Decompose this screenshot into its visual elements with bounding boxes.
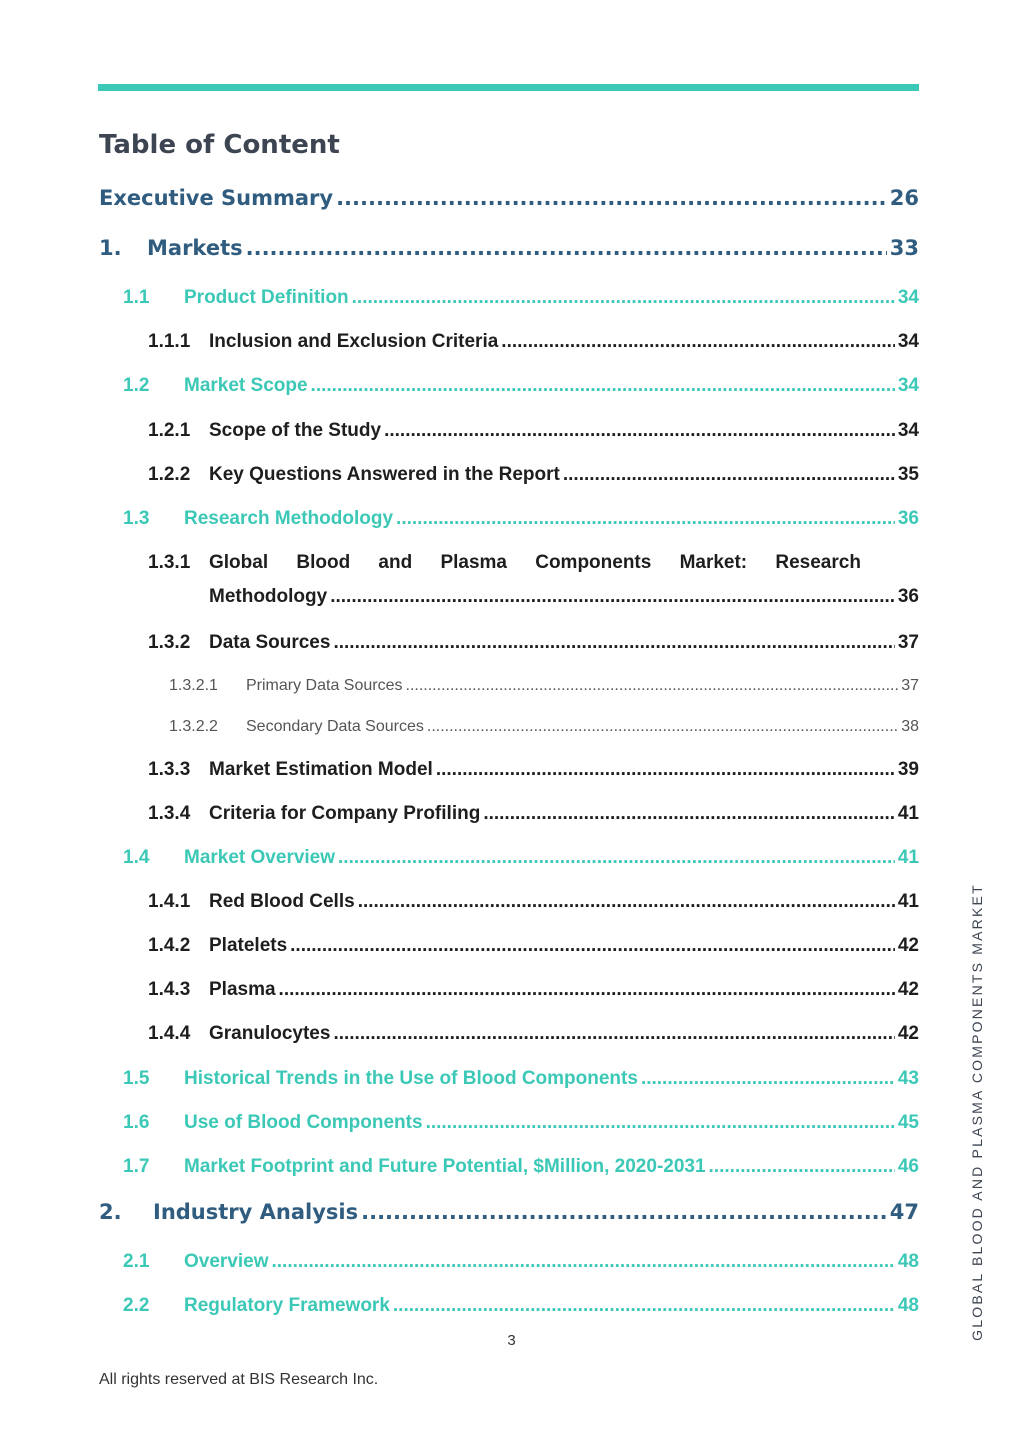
toc-entry-title: Primary Data Sources — [246, 677, 403, 694]
toc-entry-title: Research Methodology — [184, 508, 394, 529]
toc-dot-leader — [272, 1251, 895, 1273]
toc-dot-leader — [427, 718, 898, 736]
toc-dot-leader — [338, 847, 895, 869]
toc-dot-leader — [333, 1023, 894, 1045]
toc-entry-regulatory-framework[interactable] — [123, 1295, 919, 1317]
toc-dot-leader — [483, 803, 895, 825]
toc-entry-page: 41 — [897, 847, 919, 868]
toc-entry-number: 1.4 — [123, 847, 150, 868]
toc-title-word: Global — [209, 552, 269, 573]
toc-entry-number: 1.3.2.1 — [169, 677, 218, 694]
toc-entry-number: 1.4.4 — [148, 1023, 191, 1044]
toc-entry-markets[interactable] — [99, 236, 919, 260]
toc-dot-leader — [406, 677, 899, 695]
toc-entry-primary-data-sources[interactable] — [169, 677, 919, 695]
toc-entry-page: 37 — [897, 632, 919, 653]
toc-entry-title: Scope of the Study — [209, 420, 382, 441]
toc-title-word: Blood — [296, 552, 351, 573]
toc-entry-number: 1.2.1 — [148, 420, 191, 441]
toc-entry-historical-trends[interactable] — [123, 1068, 919, 1090]
toc-entry-first-line — [148, 552, 919, 574]
toc-dot-leader — [311, 375, 895, 397]
toc-entry-red-blood-cells[interactable] — [148, 891, 919, 913]
toc-entry-number: 1.1 — [123, 287, 150, 308]
toc-entry-title: Historical Trends in the Use of Blood Components — [184, 1068, 638, 1089]
toc-entry-page: 39 — [897, 759, 919, 780]
toc-dot-leader — [333, 632, 894, 654]
toc-title-word: and — [378, 552, 413, 573]
toc-entry-product-definition[interactable] — [123, 287, 919, 309]
toc-entry-secondary-data-sources[interactable] — [169, 718, 919, 736]
toc-entry-number: 1.2.2 — [148, 464, 191, 485]
toc-entry-number: 1.3.4 — [148, 803, 191, 824]
toc-entry-page: 48 — [897, 1295, 919, 1316]
toc-entry-title: Use of Blood Components — [184, 1112, 423, 1133]
toc-entry-data-sources[interactable] — [148, 632, 919, 654]
toc-entry-number: 2.1 — [123, 1251, 150, 1272]
toc-entry-number: 1.3.1 — [148, 552, 191, 573]
toc-dot-leader — [426, 1112, 895, 1134]
toc-entry-title: Executive Summary — [99, 186, 334, 210]
toc-entry-number: 1.3.2.2 — [169, 718, 218, 735]
toc-entry-title: Granulocytes — [209, 1023, 331, 1044]
toc-entry-page: 34 — [897, 420, 919, 441]
toc-entry-title: Criteria for Company Profiling — [209, 803, 481, 824]
toc-entry-number: 2.2 — [123, 1295, 150, 1316]
toc-entry-title: Product Definition — [184, 287, 349, 308]
toc-dot-leader — [290, 935, 895, 957]
toc-entry-number: 1.3.2 — [148, 632, 191, 653]
toc-entry-title: Key Questions Answered in the Report — [209, 464, 560, 485]
toc-entry-title: Plasma — [209, 979, 276, 1000]
toc-dot-leader — [436, 759, 895, 781]
toc-entry-title: Data Sources — [209, 632, 331, 653]
toc-entry-market-overview[interactable] — [123, 847, 919, 869]
toc-entry-page: 34 — [897, 287, 919, 308]
toc-dot-leader — [330, 586, 895, 608]
top-accent-rule — [98, 84, 919, 91]
toc-entry-page: 26 — [889, 186, 919, 210]
toc-entry-title: Secondary Data Sources — [246, 718, 424, 735]
toc-entry-page: 41 — [897, 891, 919, 912]
toc-entry-page: 37 — [901, 677, 919, 694]
toc-entry-executive-summary[interactable] — [99, 186, 919, 210]
toc-entry-title: Inclusion and Exclusion Criteria — [209, 331, 499, 352]
toc-entry-market-scope[interactable] — [123, 375, 919, 397]
toc-entry-title: Industry Analysis — [153, 1200, 359, 1224]
toc-entry-number: 1.4.2 — [148, 935, 191, 956]
toc-dot-leader — [709, 1156, 895, 1178]
page-number: 3 — [507, 1332, 516, 1349]
toc-entry-scope-of-study[interactable] — [148, 420, 919, 442]
toc-entry-number: 1.3 — [123, 508, 150, 529]
toc-entry-page: 46 — [897, 1156, 919, 1177]
toc-dot-leader — [361, 1200, 887, 1224]
toc-dot-leader — [563, 464, 895, 486]
toc-entry-number: 2. — [99, 1200, 122, 1224]
toc-entry-title-continued: Methodology — [209, 586, 328, 607]
toc-dot-leader — [352, 287, 895, 309]
toc-title-word: Components — [535, 552, 652, 573]
side-report-title: GLOBAL BLOOD AND PLASMA COMPONENTS MARKET — [969, 883, 985, 1341]
toc-entry-plasma[interactable] — [148, 979, 919, 1001]
toc-entry-market-footprint[interactable] — [123, 1156, 919, 1178]
toc-entry-page: 42 — [897, 979, 919, 1000]
toc-entry-title: Market Estimation Model — [209, 759, 433, 780]
toc-entry-number: 1.1.1 — [148, 331, 191, 352]
toc-entry-page: 42 — [897, 1023, 919, 1044]
toc-entry-page: 47 — [889, 1200, 919, 1224]
toc-entry-page: 34 — [897, 375, 919, 396]
toc-entry-number: 1.2 — [123, 375, 150, 396]
toc-entry-title: Markets — [147, 236, 243, 260]
toc-entry-overview[interactable] — [123, 1251, 919, 1273]
toc-dot-leader — [279, 979, 895, 1001]
toc-entry-key-questions[interactable] — [148, 464, 919, 486]
toc-dot-leader — [501, 331, 895, 353]
toc-entry-inclusion-exclusion[interactable] — [148, 331, 919, 353]
toc-entry-industry-analysis[interactable] — [99, 1200, 919, 1224]
toc-entry-title: Market Overview — [184, 847, 336, 868]
toc-dot-leader — [336, 186, 887, 210]
toc-entry-page: 42 — [897, 935, 919, 956]
toc-entry-market-estimation-model[interactable] — [148, 759, 919, 781]
toc-entry-title: Red Blood Cells — [209, 891, 355, 912]
toc-entry-title: Regulatory Framework — [184, 1295, 390, 1316]
toc-entry-page: 34 — [897, 331, 919, 352]
toc-entry-page: 36 — [897, 508, 919, 529]
toc-entry-number: 1.4.3 — [148, 979, 191, 1000]
toc-entry-global-methodology[interactable] — [148, 552, 919, 608]
toc-entry-number: 1.7 — [123, 1156, 150, 1177]
toc-entry-granulocytes[interactable] — [148, 1023, 919, 1045]
toc-entry-number: 1. — [99, 236, 122, 260]
footer-copyright: All rights reserved at BIS Research Inc. — [99, 1371, 379, 1388]
toc-entry-page: 45 — [897, 1112, 919, 1133]
toc-entry-platelets[interactable] — [148, 935, 919, 957]
toc-entry-number: 1.6 — [123, 1112, 150, 1133]
toc-entry-second-line — [148, 586, 919, 608]
toc-heading: Table of Content — [99, 130, 340, 160]
toc-entry-number: 1.3.3 — [148, 759, 191, 780]
toc-dot-leader — [246, 236, 887, 260]
toc-entry-page: 48 — [897, 1251, 919, 1272]
toc-entry-research-methodology[interactable] — [123, 508, 919, 530]
toc-title-word: Plasma — [440, 552, 507, 573]
toc-entry-page: 35 — [897, 464, 919, 485]
toc-dot-leader — [396, 508, 895, 530]
toc-entry-number: 1.4.1 — [148, 891, 191, 912]
toc-entry-company-profiling[interactable] — [148, 803, 919, 825]
toc-entry-title: Market Footprint and Future Potential, $Million, 2020-2031 — [184, 1156, 706, 1177]
toc-dot-leader — [393, 1295, 895, 1317]
toc-dot-leader — [384, 420, 895, 442]
toc-entry-title: Platelets — [209, 935, 288, 956]
toc-entry-page: 33 — [889, 236, 919, 260]
toc-entry-page: 41 — [897, 803, 919, 824]
toc-entry-page: 38 — [901, 718, 919, 735]
toc-entry-number: 1.5 — [123, 1068, 150, 1089]
toc-title-word: Market: — [679, 552, 748, 573]
toc-title-word: Research — [775, 552, 861, 573]
toc-dot-leader — [641, 1068, 895, 1090]
toc-dot-leader — [358, 891, 895, 913]
toc-entry-title: Market Scope — [184, 375, 308, 396]
toc-entry-page: 36 — [897, 586, 919, 607]
toc-entry-title: Overview — [184, 1251, 269, 1272]
toc-entry-use-of-blood-components[interactable] — [123, 1112, 919, 1134]
toc-entry-page: 43 — [897, 1068, 919, 1089]
